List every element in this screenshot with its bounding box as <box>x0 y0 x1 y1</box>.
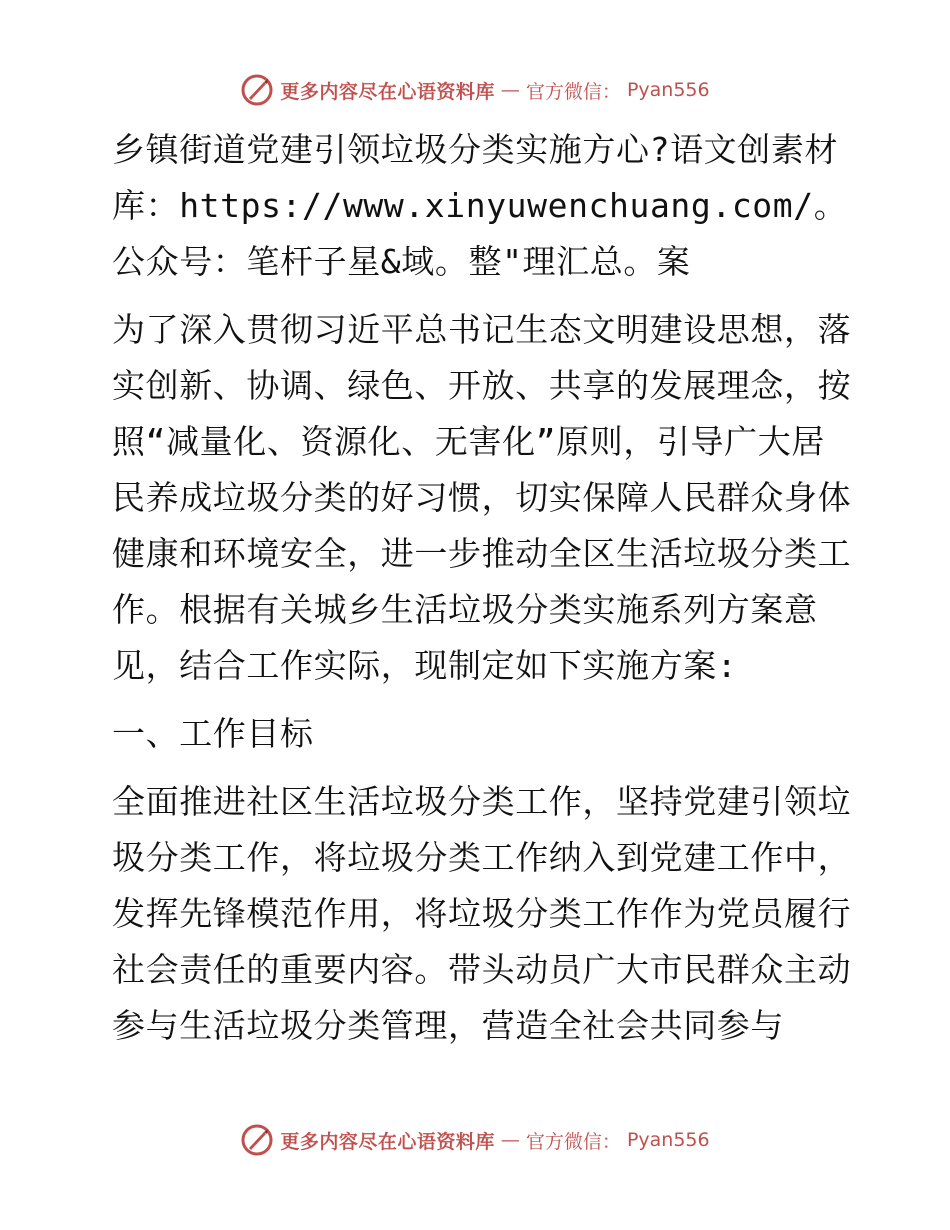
section-heading: 一、工作目标 <box>112 714 314 753</box>
document-title-line: 乡镇街道党建引领垃圾分类实施方心?语文创素材库：https://www.xinyuwenchuang.com/。公众号：笔杆子星&域。整"理汇总。案 <box>112 130 848 281</box>
document-body <box>98 122 858 1066</box>
header-banner <box>0 70 950 110</box>
banner-dash: — <box>500 79 520 101</box>
banner-main-text: 更多内容尽在心语资料库 <box>280 1130 495 1153</box>
banner-wechat-label: 官方微信： <box>525 80 621 103</box>
footer-banner <box>0 1120 950 1160</box>
banner-wechat-id: Pyan556 <box>626 1129 710 1151</box>
section-paragraph: 全面推进社区生活垃圾分类工作，坚持党建引领垃圾分类工作，将垃圾分类工作纳入到党建工作中，发挥先锋模范作用，将垃圾分类工作作为党员履行社会责任的重要内容。带头动员广大市民群众主动参与生活垃圾分类管理，营造全社会共同参与 <box>112 782 852 1045</box>
feather-pen-logo-icon <box>240 1123 274 1157</box>
feather-pen-logo-icon <box>240 73 274 107</box>
banner-wechat-label: 官方微信： <box>525 1130 621 1153</box>
banner-dash: — <box>500 1129 520 1151</box>
intro-paragraph: 为了深入贯彻习近平总书记生态文明建设思想，落实创新、协调、绿色、开放、共享的发展理念，按照“减量化、资源化、无害化”原则，引导广大居民养成垃圾分类的好习惯，切实保障人民群众身体健康和环境安全，进一步推动全区生活垃圾分类工作。根据有关城乡生活垃圾分类实施系列方案意见，结合工作实际，现制定如下实施方案: <box>112 310 852 685</box>
banner-main-text: 更多内容尽在心语资料库 <box>280 80 495 103</box>
banner-wechat-id: Pyan556 <box>626 79 710 101</box>
